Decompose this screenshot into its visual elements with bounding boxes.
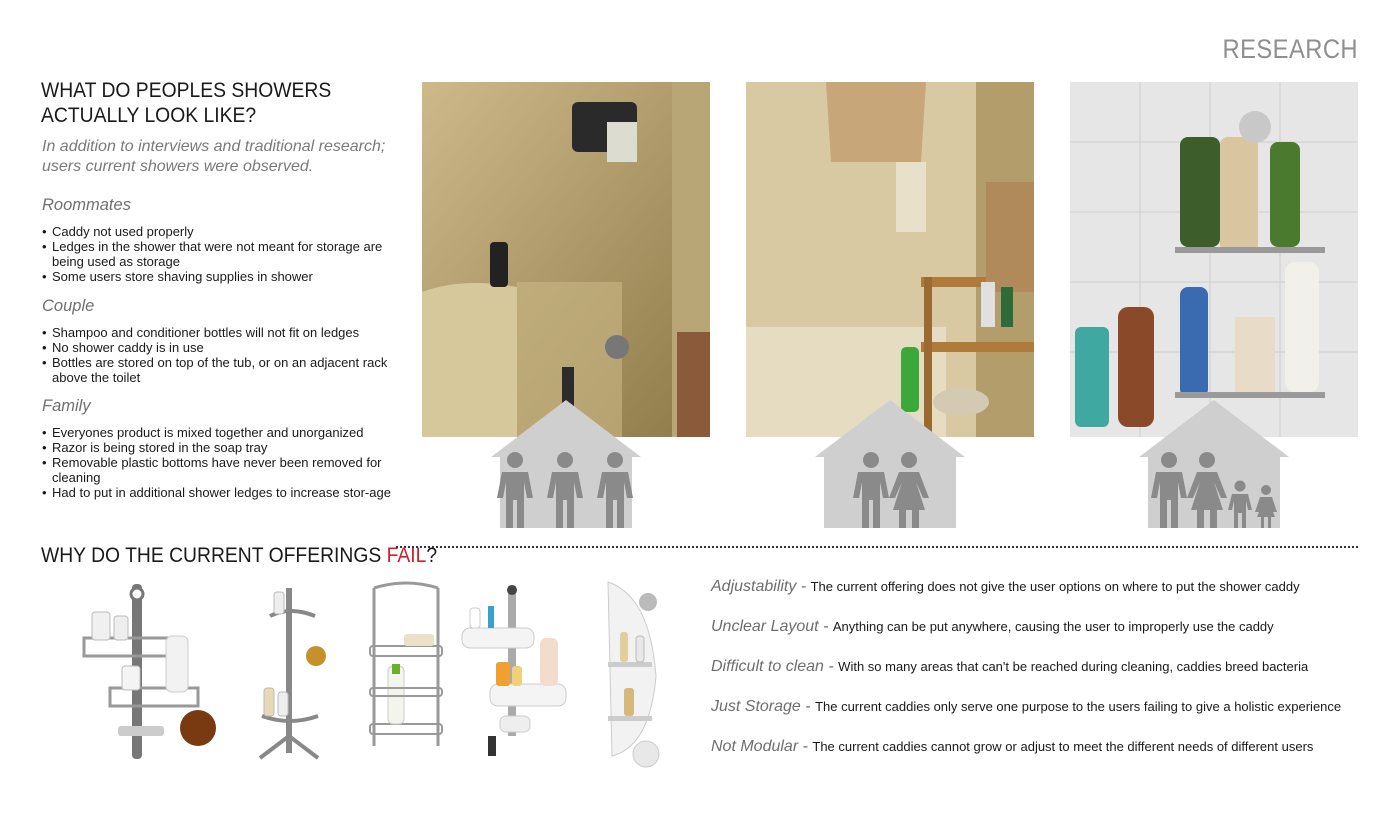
- group-couple: [42, 297, 412, 385]
- title-highlight-fail: FAIL: [386, 544, 427, 567]
- caddy-image-1: [78, 576, 218, 771]
- title-prefix: WHY DO THE CURRENT OFFERINGS: [41, 544, 387, 567]
- list-item: • Ledges in the shower that were not meant for storage are being used as storage: [42, 239, 412, 269]
- dotted-divider: [396, 546, 1358, 549]
- group-roommates: [42, 196, 412, 284]
- couple-house-icon: [815, 400, 965, 528]
- reason-unclear-layout: [711, 618, 1274, 636]
- reason-text: The current caddies cannot grow or adjust to meet the different needs of different users: [812, 739, 1314, 754]
- reason-text: The current offering does not give the user options on where to put the shower caddy: [810, 579, 1300, 594]
- reason-text: The current caddies only serve one purpose to the users failing to give a holistic experience: [815, 699, 1342, 714]
- list-item: • Caddy not used properly: [42, 224, 412, 239]
- list-item: • Razor is being stored in the soap tray: [42, 440, 412, 455]
- list-item: • No shower caddy is in use: [42, 340, 412, 355]
- caddy-image-2: [250, 576, 330, 771]
- roommates-house-icon: [491, 400, 641, 528]
- caddy-image-3: [364, 576, 448, 771]
- reason-title: Not Modular -: [711, 738, 808, 755]
- caddy-image-4: [460, 576, 570, 771]
- reason-text: Anything can be put anywhere, causing the user to improperly use the caddy: [832, 619, 1274, 634]
- list-item: • Had to put in additional shower ledges to increase stor-age: [42, 485, 412, 500]
- list-item: • Shampoo and conditioner bottles will not fit on ledges: [42, 325, 412, 340]
- group-title: Roommates: [42, 196, 131, 214]
- reason-adjustability: [711, 578, 1300, 596]
- photo-family-shower: [1070, 82, 1358, 437]
- list-item: • Removable plastic bottoms have never been removed for cleaning: [42, 455, 412, 485]
- reason-title: Unclear Layout -: [711, 618, 829, 635]
- reason-title: Just Storage -: [711, 698, 811, 715]
- reason-difficult-to-clean: [711, 658, 1308, 676]
- caddy-image-5: [600, 576, 670, 771]
- photo-roommates-shower: [422, 82, 710, 437]
- title-suffix: ?: [426, 544, 438, 567]
- list-item: • Everyones product is mixed together and unorganized: [42, 425, 412, 440]
- reason-text: With so many areas that can't be reached during cleaning, caddies breed bacteria: [838, 659, 1309, 674]
- group-family: [42, 397, 412, 500]
- reason-title: Adjustability -: [711, 578, 807, 595]
- section-title-showers: WHAT DO PEOPLES SHOWERS ACTUALLY LOOK LIKE?: [41, 79, 332, 127]
- group-title: Couple: [42, 297, 95, 315]
- section-intro: In addition to interviews and traditional research; users current showers were observed.: [42, 138, 386, 175]
- reason-not-modular: [711, 738, 1313, 756]
- reason-title: Difficult to clean -: [711, 658, 834, 675]
- list-item: • Some users store shaving supplies in shower: [42, 269, 412, 284]
- reason-just-storage: [711, 698, 1341, 716]
- family-house-icon: [1139, 400, 1289, 528]
- photo-couple-shower: [746, 82, 1034, 437]
- list-item: • Bottles are stored on top of the tub, or on an adjacent rack above the toilet: [42, 355, 412, 385]
- page-label: RESEARCH: [1222, 34, 1358, 64]
- group-title: Family: [42, 397, 91, 415]
- section-title-fail: [41, 544, 437, 568]
